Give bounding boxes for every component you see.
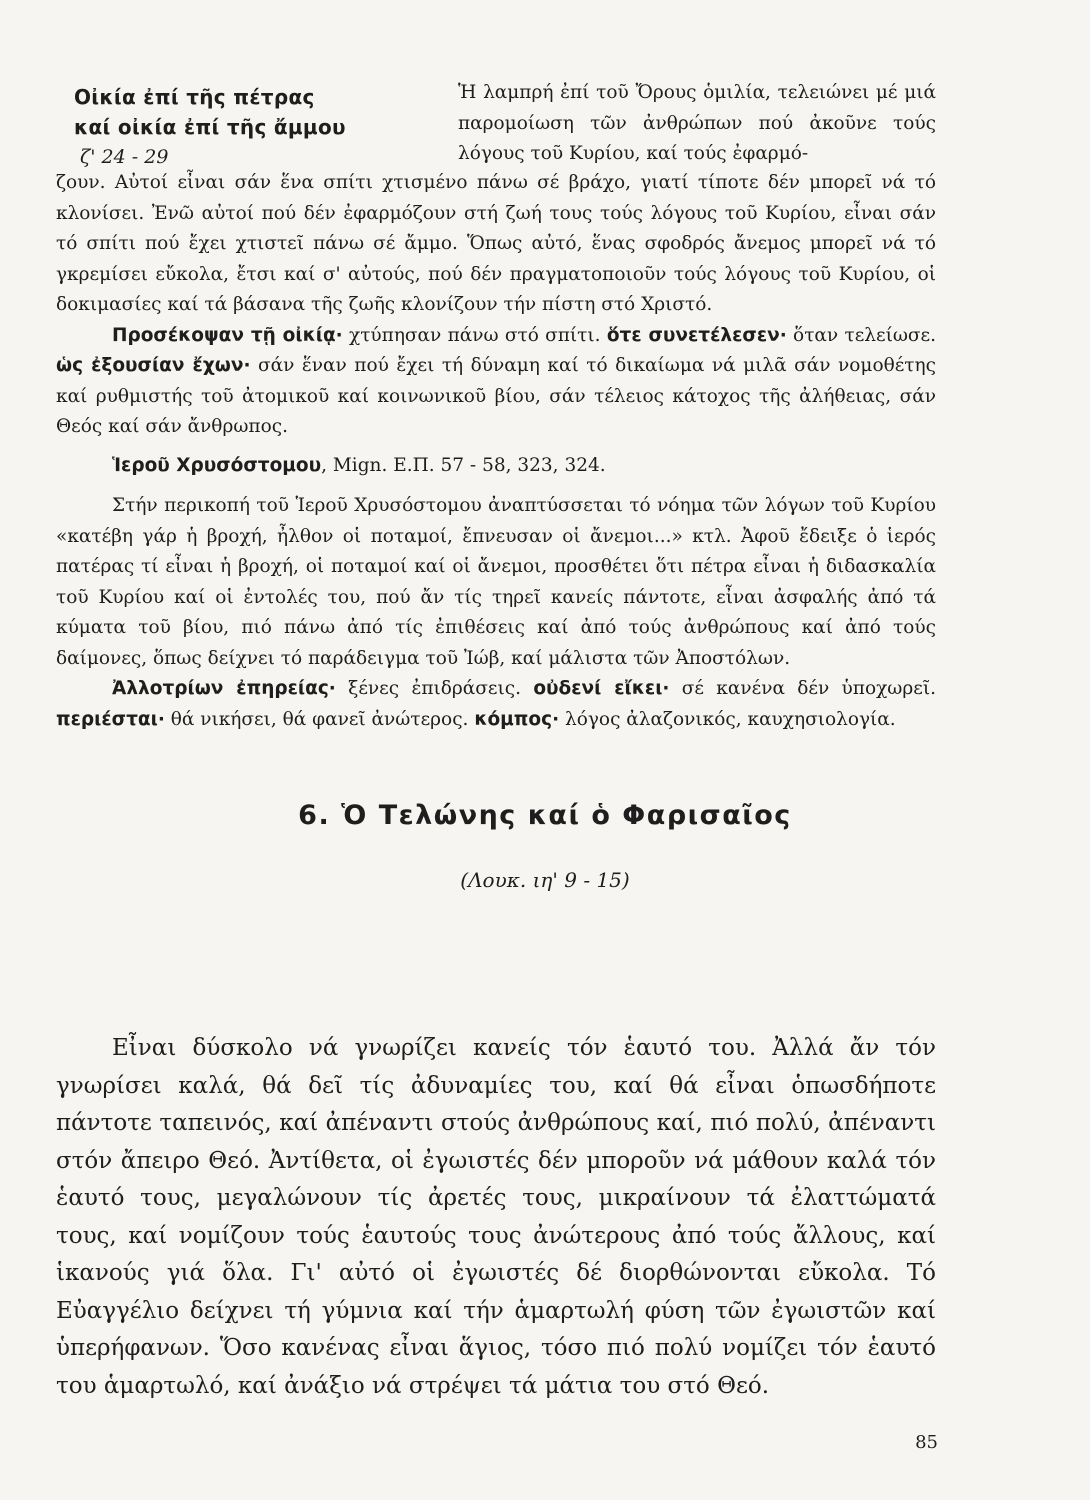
intro-paragraph: Ἡ λαμπρή ἐπί τοῦ Ὄρους ὁμιλία, τελειώνει μέ μιά παρομοίωση τῶν ἀνθρώπων πού ἀκοῦνε τούς λόγους τοῦ Κυρίου, καί τούς ἐφαρμό- <box>458 82 936 164</box>
term-1: Προσέκοψαν τῇ οἰκίᾳ· <box>112 324 343 346</box>
gloss-6: θά νικήσει, θά φανεῖ ἀνώτερος. <box>164 708 475 730</box>
term-3: ὡς ἐξουσίαν ἔχων· <box>56 355 251 376</box>
gloss-7: λόγος ἀλαζονικός, καυχησιολογία. <box>559 708 896 730</box>
paragraph-4 <box>56 674 936 735</box>
gloss-1: χτύπησαν πάνω στό σπίτι. <box>342 324 607 346</box>
source-author: Ἱεροῦ Χρυσόστομου <box>112 454 322 476</box>
passage-header <box>74 82 454 172</box>
passage-title-line-2: καί οἰκία ἐπί τῆς ἄμμου <box>74 115 346 139</box>
section-reference: (Λουκ. ιη' 9 - 15) <box>460 868 630 892</box>
paragraph-2 <box>56 321 936 443</box>
gloss-5: σέ κανένα δέν ὑποχωρεῖ. <box>669 678 936 699</box>
gloss-4: ξένες ἐπιδράσεις. <box>335 678 534 699</box>
gloss-2: ὅταν τελείωσε. <box>786 324 937 346</box>
commentary-body <box>56 168 936 735</box>
term-7: κόμπος· <box>474 708 560 730</box>
paragraph-1: ζουν. Αὐτοί εἶναι σάν ἕνα σπίτι χτισμένο πάνω σέ βράχο, γιατί τίποτε δέν μπορεῖ νά τό κλονίσει. Ἐνῶ αὐτοί πού δέν ἐφαρμόζουν στή ζωή τους τούς λόγους τοῦ Κυρίου, εἶναι σάν τό σπίτι πού ἔχει χτιστεῖ πάνω σέ ἄμμο. Ὅπως αὐτό, ἕνας σφοδρός ἄνεμος μπορεῖ νά τό γκρεμίσει εὔκολα, ἔτσι καί σ' αὐτούς, πού δέν πραγματοποιοῦν τούς λόγους τοῦ Κυρίου, οἱ δοκιμασίες καί τά βάσανα τῆς ζωῆς κλονίζουν τήν πίστη στό Χριστό. <box>56 172 936 315</box>
source-citation: , Mign. Ε.Π. 57 - 58, 323, 324. <box>321 454 606 476</box>
gloss-3: σάν ἕναν πού ἔχει τή δύναμη καί τό δικαίωμα νά μιλᾶ σάν νομοθέτης καί ρυθμιστής τοῦ ἀτομικοῦ καί κοινωνικοῦ βίου, σάν τέλειος κάτοχος τῆς ἀλήθειας, σάν Θεός καί σάν ἄνθρωπος. <box>56 355 936 437</box>
term-5: οὐδενί εἴκει· <box>533 678 670 699</box>
term-6: περιέσται· <box>56 708 165 730</box>
term-4: Ἀλλοτρίων ἐπηρείας· <box>112 678 336 699</box>
source-reference <box>56 451 936 482</box>
term-2: ὅτε συνετέλεσεν· <box>606 324 787 346</box>
page-number: 85 <box>915 1432 938 1453</box>
passage-verse-ref: ζ' 24 - 29 <box>80 146 169 168</box>
section-title: 6. Ὁ Τελώνης καί ὁ Φαρισαῖος <box>298 800 792 831</box>
passage-title-line-1: Οἰκία ἐπί τῆς πέτρας <box>74 85 315 109</box>
section-body <box>56 1030 936 1405</box>
paragraph-3: Στήν περικοπή τοῦ Ἱεροῦ Χρυσόστομου ἀναπτύσσεται τό νόημα τῶν λόγων τοῦ Κυρίου «κατέβη γάρ ἡ βροχή, ἦλθον οἱ ποταμοί, ἔπνευσαν οἱ ἄνεμοι...» κτλ. Ἀφοῦ ἔδειξε ὁ ἱερός πατέρας τί εἶναι ἡ βροχή, οἱ ποταμοί καί οἱ ἄνεμοι, προσθέτει ὅτι πέτρα εἶναι ἡ διδασκαλία τοῦ Κυρίου καί οἱ ἐντολές του, πού ἄν τίς τηρεῖ κανείς πάντοτε, εἶναι ἀσφαλής ἀπό τά κύματα τοῦ βίου, πιό πάνω ἀπό τίς ἐπιθέσεις καί ἀπό τούς ἀνθρώπους καί ἀπό τούς δαίμονες, ὅπως δείχνει τό παράδειγμα τοῦ Ἰώβ, καί μάλιστα τῶν Ἀποστόλων. <box>56 495 936 669</box>
paragraph-5: Εἶναι δύσκολο νά γνωρίζει κανείς τόν ἑαυτό του. Ἀλλά ἄν τόν γνωρίσει καλά, θά δεῖ τίς ἀδυναμίες του, καί θά εἶναι ὁπωσδήποτε πάντοτε ταπεινός, καί ἀπέναντι στούς ἀνθρώπους καί, πιό πολύ, ἀπέναντι στόν ἄπειρο Θεό. Ἀντίθετα, οἱ ἐγωιστές δέν μποροῦν νά μάθουν καλά τόν ἑαυτό τους, μεγαλώνουν τίς ἀρετές τους, μικραίνουν τά ἐλαττώματά τους, καί νομίζουν τούς ἑαυτούς τους ἀνώτερους ἀπό τούς ἄλλους, καί ἱκανούς γιά ὅλα. Γι' αὐτό οἱ ἐγωιστές δέ διορθώνονται εὔκολα. Τό Εὐαγγέλιο δείχνει τή γύμνια καί τήν ἁμαρτωλή φύση τῶν ἐγωιστῶν καί ὑπερήφανων. Ὅσο κανένας εἶναι ἅγιος, τόσο πιό πολύ νομίζει τόν ἑαυτό του ἁμαρτωλό, καί ἀνάξιο νά στρέψει τά μάτια του στό Θεό. <box>56 1035 936 1399</box>
